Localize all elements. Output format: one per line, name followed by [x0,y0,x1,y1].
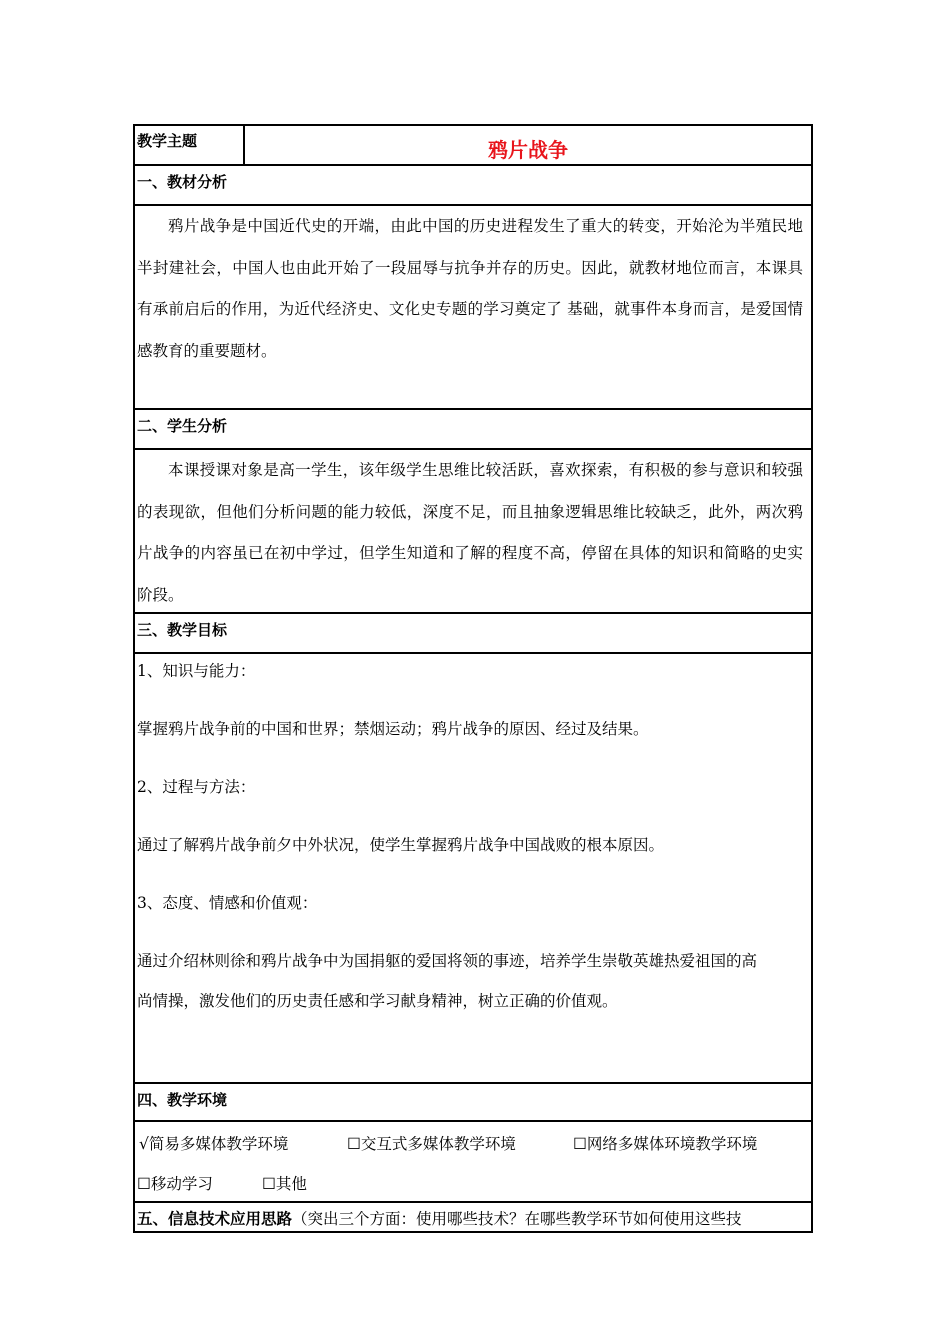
students-paragraph: 本课授课对象是高一学生，该年级学生思维比较活跃，喜欢探索，有积极的参与意识和较强的表现欲，但他们分析问题的能力较低，深度不足，而且抽象逻辑思维比较缺乏，此外，两次鸦片战争的内容虽已在初中学过，但学生知道和了解的程度不高，停留在具体的知识和简略的史实阶段。 [137,461,803,604]
tech-heading-note: （突出三个方面：使用哪些技术？在哪些教学环节如何使用这些技 [292,1210,742,1228]
section-body-goals [135,654,811,1084]
checkbox-icon: ☐ [262,1175,276,1193]
goal-line: 通过介绍林则徐和鸦片战争中为国捐躯的爱国将领的事迹，培养学生崇敬英雄热爱祖国的高 [137,952,758,970]
env-option[interactable] [573,1132,757,1154]
lesson-title: 鸦片战争 [488,138,568,162]
lesson-plan-table [133,124,813,1233]
goal-line: 3、态度、情感和价值观： [137,894,318,912]
goal-line: 掌握鸦片战争前的中国和世界；禁烟运动；鸦片战争的原因、经过及结果。 [137,720,649,738]
goal-line: 2、过程与方法： [137,778,256,796]
checkbox-icon: ☐ [573,1135,587,1153]
section-heading-tech [135,1203,811,1233]
topic-label: 教学主题 [135,126,245,164]
checkbox-icon: ☐ [347,1135,361,1153]
env-option[interactable] [262,1172,307,1194]
section-body-students [135,450,811,614]
material-paragraph: 鸦片战争是中国近代史的开端，由此中国的历史进程发生了重大的转变，开始沦为半殖民地半封建社会，中国人也由此开始了一段屈辱与抗争并存的历史。因此，就教材地位而言，本课具有承前启后的作用，为近代经济史、文化史专题的学习奠定了 基础，就事件本身而言，是爱国情感教育的重要题材。 [137,217,803,360]
env-option-label: 其他 [275,1175,307,1193]
section-heading-goals: 三、教学目标 [135,614,811,654]
env-option-label: 移动学习 [150,1175,213,1193]
section-body-material [135,206,811,410]
section-heading-students: 二、学生分析 [135,410,811,450]
env-option-label: 简易多媒体教学环境 [148,1135,289,1153]
env-option-label: 交互式多媒体教学环境 [360,1135,516,1153]
goal-line: 1、知识与能力： [137,662,256,680]
checkbox-icon: ☐ [137,1175,151,1193]
section-heading-material: 一、教材分析 [135,166,811,206]
env-option[interactable] [139,1132,288,1154]
section-body-environment [135,1122,811,1203]
topic-row [135,126,811,166]
env-option[interactable] [137,1172,213,1194]
env-option[interactable] [347,1132,516,1154]
tech-heading: 五、信息技术应用思路 [137,1209,293,1228]
goal-line: 通过了解鸦片战争前夕中外状况，使学生掌握鸦片战争中国战败的根本原因。 [137,836,665,854]
check-mark-icon: √ [139,1135,149,1153]
goal-line: 尚情操，激发他们的历史责任感和学习献身精神，树立正确的价值观。 [137,992,618,1010]
section-heading-environment: 四、教学环境 [135,1084,811,1122]
env-option-label: 网络多媒体环境教学环境 [586,1135,758,1153]
